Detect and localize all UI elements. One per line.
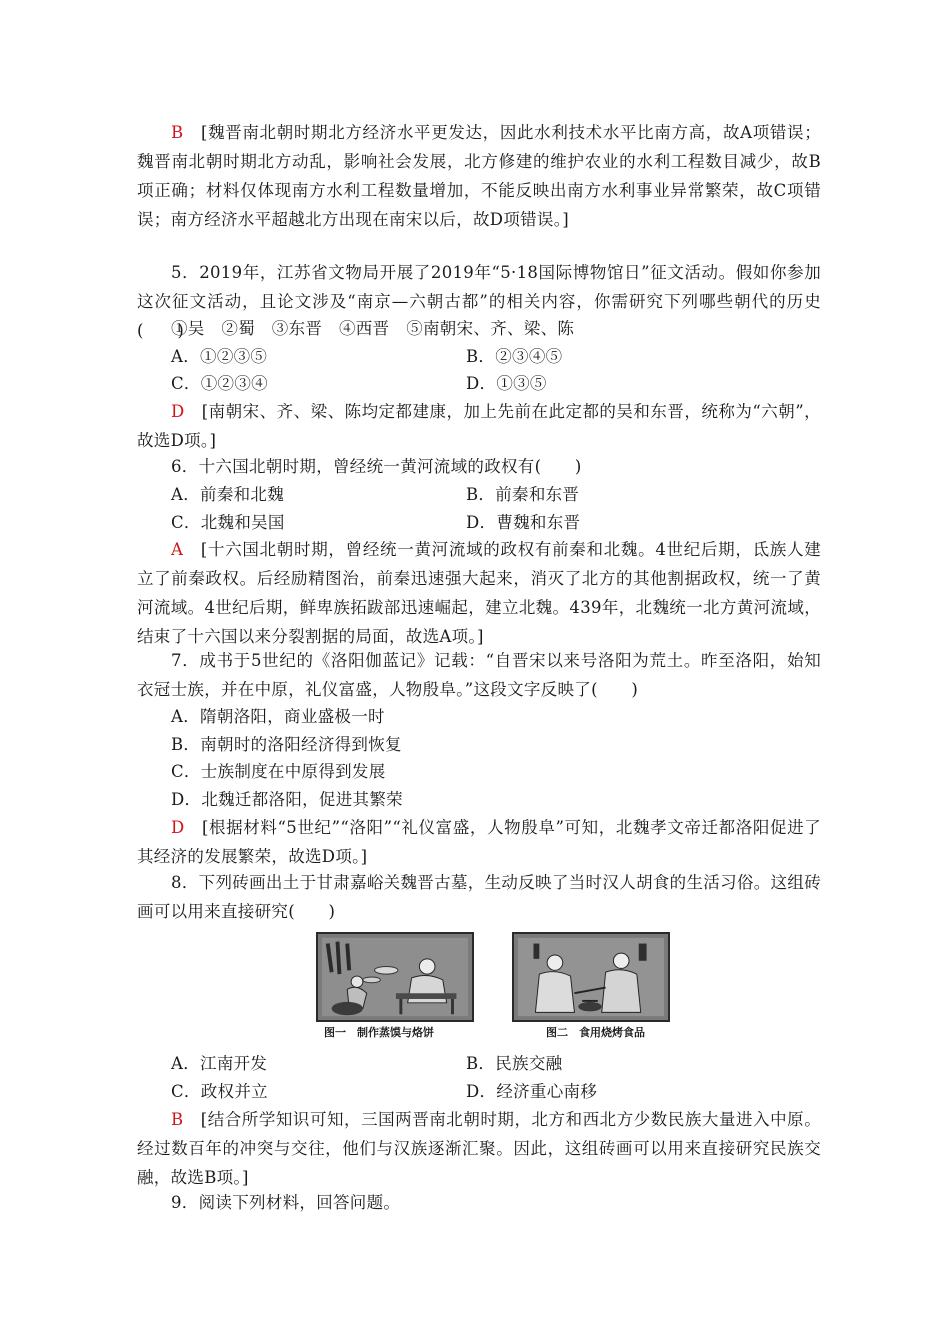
q5-answer-paragraph bbox=[137, 397, 821, 455]
q8-option-c: C．政权并立 bbox=[171, 1082, 268, 1101]
q4-answer-letter: B bbox=[171, 123, 184, 142]
q5-option-d: D．①③⑤ bbox=[466, 374, 547, 393]
brick-painting-2-image bbox=[514, 934, 668, 1020]
q8-option-a: A．江南开发 bbox=[171, 1054, 268, 1073]
fig1-caption: 图一 制作蒸馍与烙饼 bbox=[324, 1026, 434, 1039]
q4-explanation: [魏晋南北朝时期北方经济水平更发达，因此水利技术水平比南方高，故A项错误；魏晋南北朝时期北方动乱，影响社会发展，北方修建的维护农业的水利工程数目减少，故B项正确；材料仅体现南方水利工程数量增加，不能反映出南方水利事业异常繁荣，故C项错误；南方经济水平超越北方出现在南宋以后，故D项错误。] bbox=[137, 123, 821, 229]
q5-items: ①吴 ②蜀 ③东晋 ④西晋 ⑤南朝宋、齐、梁、陈 bbox=[171, 319, 575, 338]
q8-answer-paragraph bbox=[137, 1105, 821, 1192]
q8-explanation: [结合所学知识可知，三国两晋南北朝时期，北方和西北方少数民族大量进入中原。经过数百年的冲突与交往，他们与汉族逐渐汇聚。因此，这组砖画可以用来直接研究民族交融，故选B项。] bbox=[137, 1110, 821, 1187]
q7-answer-paragraph bbox=[137, 813, 821, 871]
q8-option-d: D．经济重心南移 bbox=[466, 1082, 598, 1101]
q7-explanation: [根据材料“5世纪”“洛阳”“礼仪富盛，人物殷阜”可知，北魏孝文帝迁都洛阳促进了其经济的发展繁荣，故选D项。] bbox=[137, 818, 821, 866]
q7-answer-letter: D bbox=[171, 818, 185, 837]
q7-option-a: A．隋朝洛阳，商业盛极一时 bbox=[171, 707, 385, 726]
q9-stem: 9．阅读下列材料，回答问题。 bbox=[171, 1193, 401, 1212]
q8-answer-letter: B bbox=[171, 1110, 184, 1129]
q6-option-a: A．前秦和北魏 bbox=[171, 485, 285, 504]
q6-explanation: [十六国北朝时期，曾经统一黄河流域的政权有前秦和北魏。4世纪后期，氐族人建立了前秦政权。后经励精图治，前秦迅速强大起来，消灭了北方的其他割据政权，统一了黄河流域。4世纪后期，鲜卑族拓跋部迅速崛起，建立北魏。439年，北魏统一北方黄河流域，结束了十六国以来分裂割据的局面，故选A项。] bbox=[137, 540, 821, 646]
q6-option-d: D．曹魏和东晋 bbox=[466, 513, 581, 532]
q7-stem: 7．成书于5世纪的《洛阳伽蓝记》记载：“自晋宋以来号洛阳为荒土。昨至洛阳，始知衣冠士族，并在中原，礼仪富盛，人物殷阜。”这段文字反映了( ) bbox=[137, 651, 821, 699]
q5-option-a: A．①②③⑤ bbox=[171, 347, 268, 366]
q8-option-b: B．民族交融 bbox=[466, 1054, 563, 1073]
q8-figures bbox=[316, 932, 672, 1042]
q5-stem: 5．2019年，江苏省文物局开展了2019年“5·18国际博物馆日”征文活动。假如你参加这次征文活动，且论文涉及“南京—六朝古都”的相关内容，你需研究下列哪些朝代的历史( ) bbox=[137, 263, 821, 340]
q5-explanation: [南朝宋、齐、梁、陈均定都建康，加上先前在此定都的吴和东晋，统称为“六朝”，故选D项。] bbox=[137, 402, 821, 450]
q6-option-c: C．北魏和吴国 bbox=[171, 513, 285, 532]
brick-painting-1-image bbox=[318, 934, 472, 1020]
q5-answer-letter: D bbox=[171, 402, 185, 421]
q5-option-b: B．②③④⑤ bbox=[466, 347, 563, 366]
fig2-caption: 图二 食用烧烤食品 bbox=[546, 1026, 645, 1039]
q7-option-d: D．北魏迁都洛阳，促进其繁荣 bbox=[171, 790, 403, 809]
q6-answer-paragraph bbox=[137, 535, 821, 651]
brick-painting-1 bbox=[316, 932, 474, 1022]
q6-answer-letter: A bbox=[171, 540, 184, 559]
q8-stem: 8．下列砖画出土于甘肃嘉峪关魏晋古墓，生动反映了当时汉人胡食的生活习俗。这组砖画可以用来直接研究( ) bbox=[137, 873, 821, 921]
q6-option-b: B．前秦和东晋 bbox=[466, 485, 580, 504]
q5-option-c: C．①②③④ bbox=[171, 374, 268, 393]
q7-option-b: B．南朝时的洛阳经济得到恢复 bbox=[171, 735, 402, 754]
q6-stem: 6．十六国北朝时期，曾经统一黄河流域的政权有( ) bbox=[171, 457, 582, 476]
q7-option-c: C．士族制度在中原得到发展 bbox=[171, 762, 386, 781]
brick-painting-2 bbox=[512, 932, 670, 1022]
q4-answer-paragraph bbox=[137, 118, 821, 234]
